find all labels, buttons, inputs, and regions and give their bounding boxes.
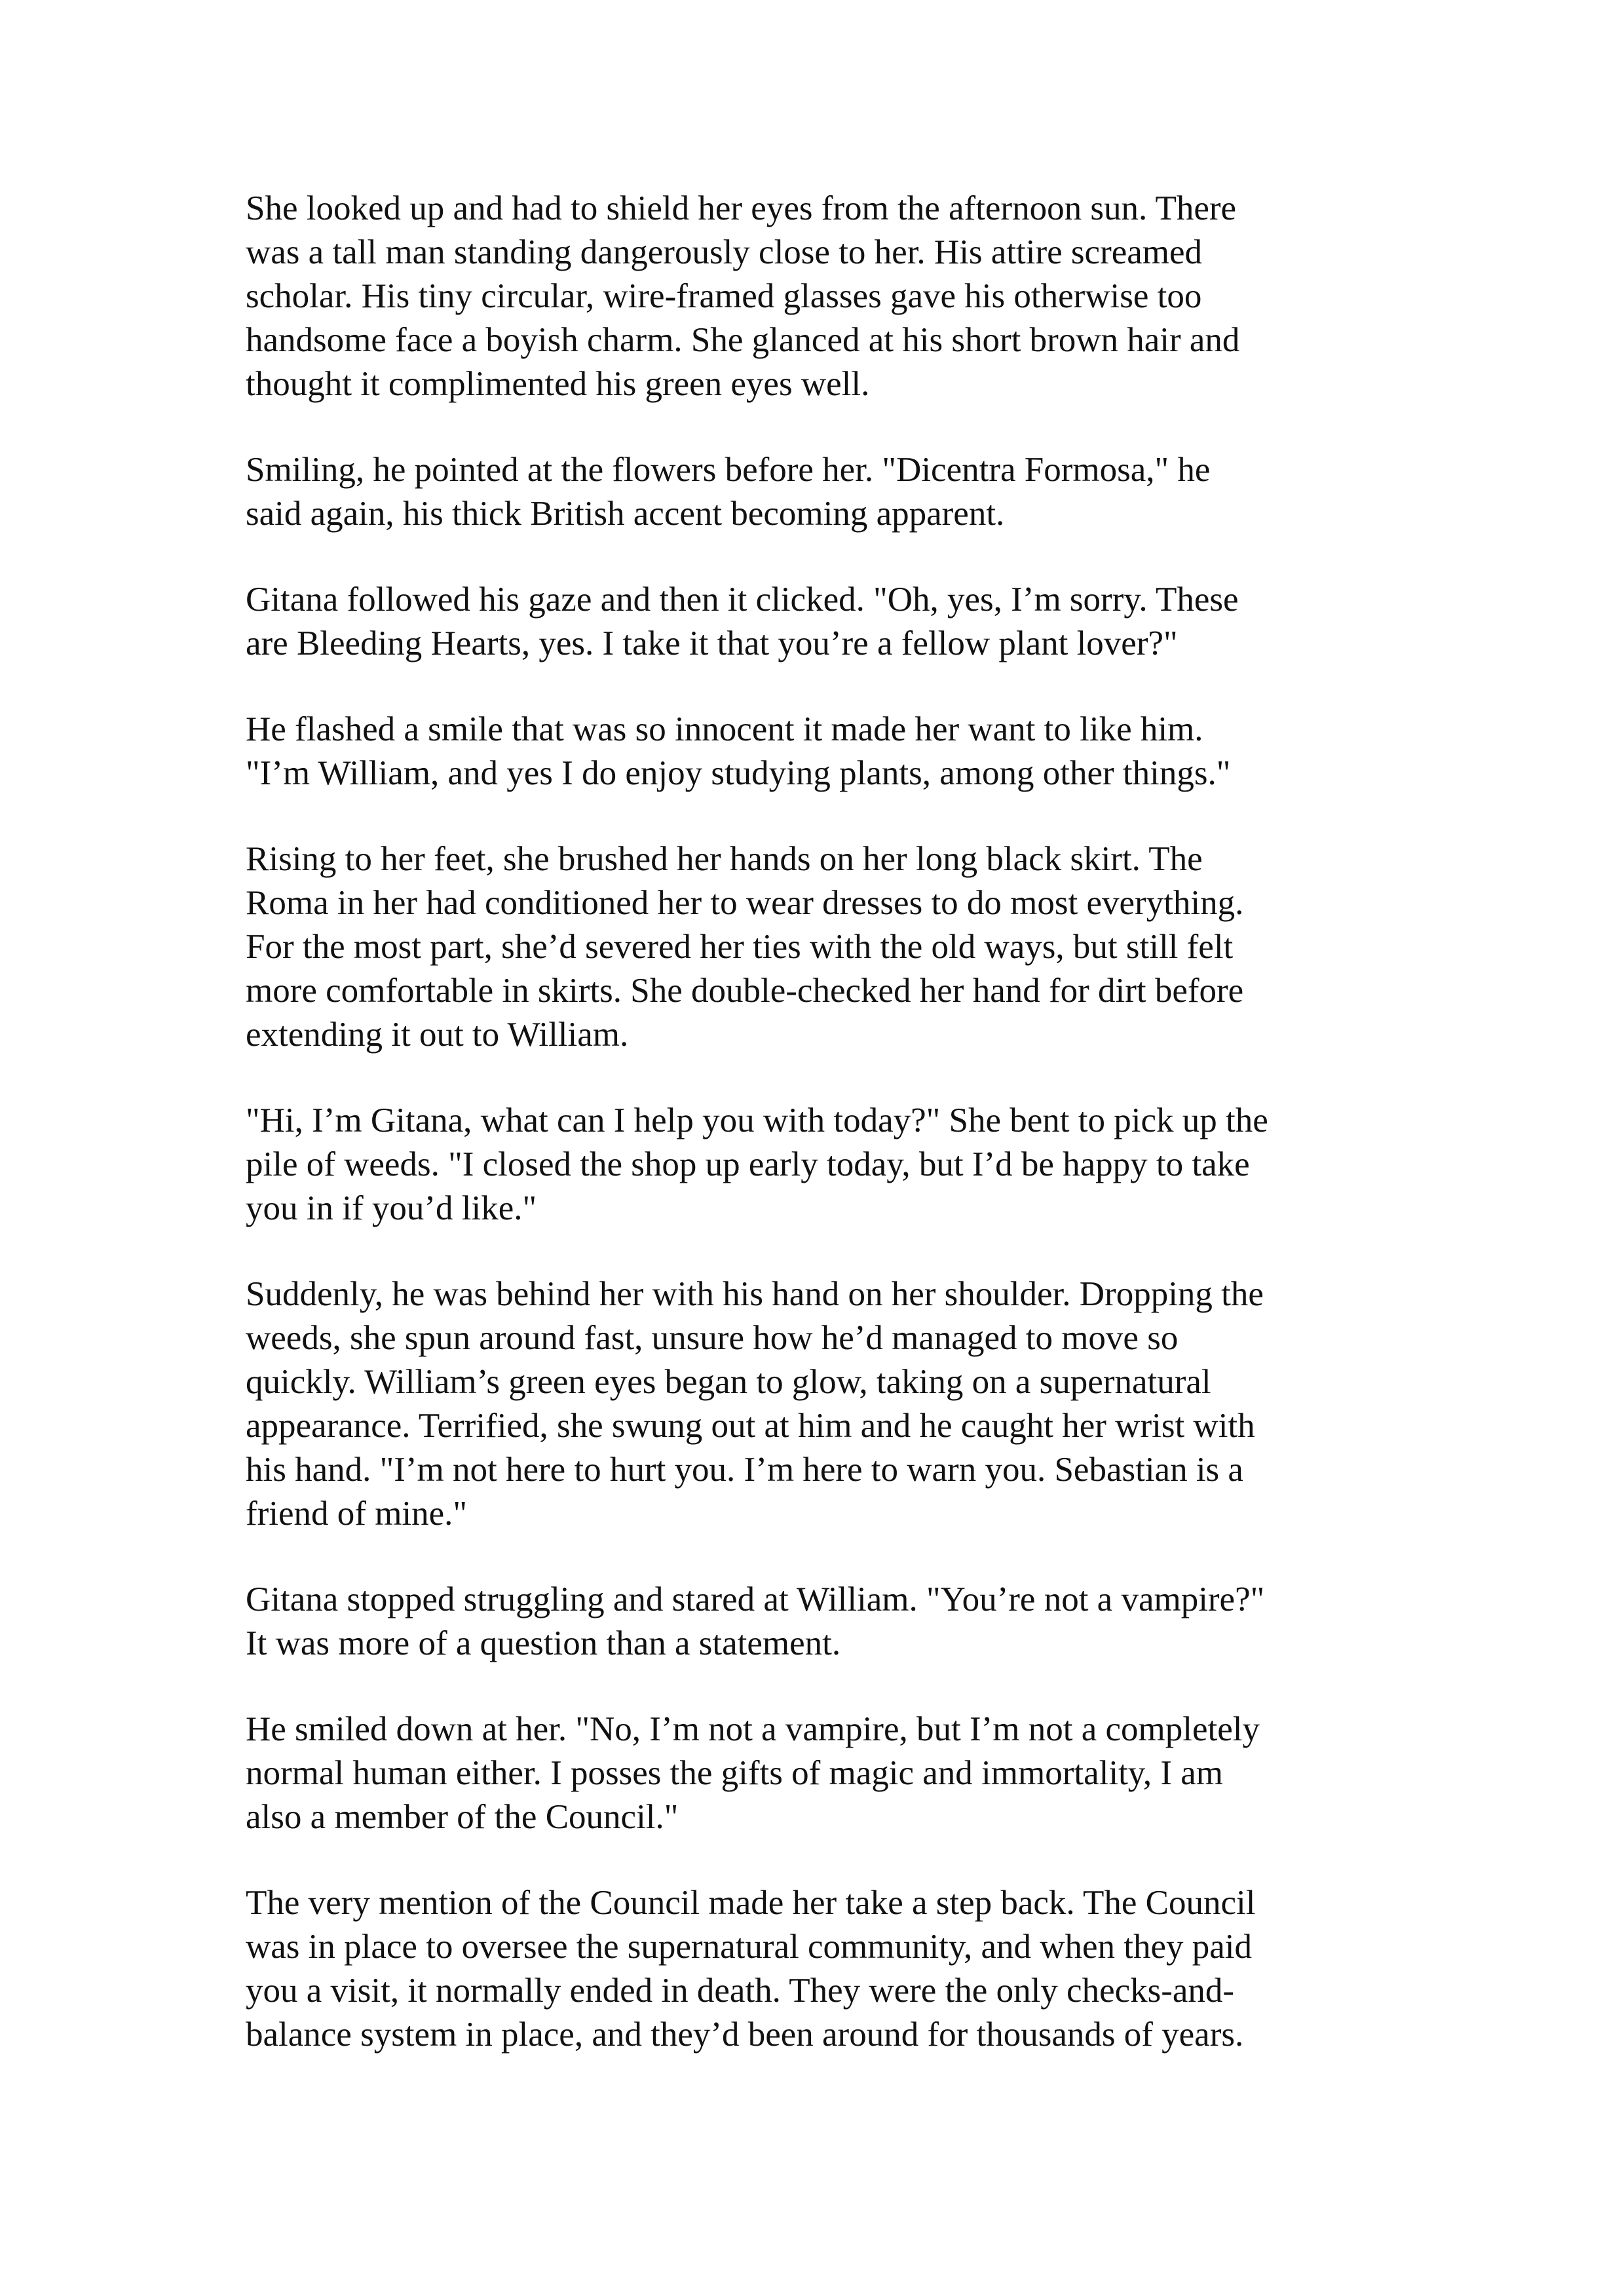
text-line: his hand. "I’m not here to hurt you. I’m here to warn you. Sebastian is a (246, 1451, 1243, 1489)
text-line: said again, his thick British accent becoming apparent. (246, 495, 1005, 533)
text-line: was in place to oversee the supernatural community, and when they paid (246, 1928, 1253, 1966)
text-line: For the most part, she’d severed her ties with the old ways, but still felt (246, 928, 1234, 966)
body-text (246, 187, 1386, 2099)
text-line: handsome face a boyish charm. She glanced at his short brown hair and (246, 321, 1240, 359)
text-line: Roma in her had conditioned her to wear dresses to do most everything. (246, 884, 1244, 922)
text-line: "Hi, I’m Gitana, what can I help you with today?" She bent to pick up the (246, 1101, 1268, 1139)
text-line: She looked up and had to shield her eyes from the afternoon sun. There (246, 189, 1237, 227)
text-line: Gitana stopped struggling and stared at William. "You’re not a vampire?" (246, 1580, 1265, 1618)
text-line: also a member of the Council." (246, 1798, 679, 1836)
text-line: Smiling, he pointed at the flowers before her. "Dicentra Formosa," he (246, 451, 1211, 489)
text-line: was a tall man standing dangerously close to her. His attire screamed (246, 233, 1203, 271)
paragraph (246, 1708, 1386, 1839)
text-line: "I’m William, and yes I do enjoy studying plants, among other things." (246, 754, 1231, 792)
text-line: are Bleeding Hearts, yes. I take it that you’re a fellow plant lover?" (246, 624, 1178, 662)
paragraph (246, 578, 1386, 666)
paragraph (246, 708, 1386, 795)
text-line: He flashed a smile that was so innocent it made her want to like him. (246, 710, 1203, 748)
text-line: thought it complimented his green eyes well. (246, 365, 870, 403)
text-line: you a visit, it normally ended in death. They were the only checks-and- (246, 1972, 1235, 2010)
paragraph (246, 1272, 1386, 1536)
paragraph (246, 1099, 1386, 1231)
text-line: extending it out to William. (246, 1016, 629, 1054)
text-line: you in if you’d like." (246, 1189, 537, 1227)
paragraph (246, 837, 1386, 1057)
text-line: The very mention of the Council made her take a step back. The Council (246, 1884, 1256, 1922)
text-line: Gitana followed his gaze and then it clicked. "Oh, yes, I’m sorry. These (246, 581, 1239, 619)
text-line: quickly. William’s green eyes began to glow, taking on a supernatural (246, 1363, 1211, 1401)
text-line: weeds, she spun around fast, unsure how he’d managed to move so (246, 1319, 1179, 1357)
paragraph (246, 1578, 1386, 1666)
paragraph (246, 448, 1386, 536)
text-line: Rising to her feet, she brushed her hands on her long black skirt. The (246, 840, 1203, 878)
text-line: balance system in place, and they’d been around for thousands of years. (246, 2016, 1244, 2054)
text-line: appearance. Terrified, she swung out at him and he caught her wrist with (246, 1407, 1255, 1445)
text-line: pile of weeds. "I closed the shop up early today, but I’d be happy to take (246, 1145, 1250, 1183)
text-line: friend of mine." (246, 1495, 468, 1533)
paragraph (246, 187, 1386, 406)
text-line: He smiled down at her. "No, I’m not a vampire, but I’m not a completely (246, 1710, 1260, 1748)
text-line: Suddenly, he was behind her with his hand on her shoulder. Dropping the (246, 1275, 1264, 1313)
text-line: It was more of a question than a statement. (246, 1624, 841, 1662)
text-line: scholar. His tiny circular, wire-framed glasses gave his otherwise too (246, 277, 1202, 315)
text-line: normal human either. I posses the gifts of magic and immortality, I am (246, 1754, 1223, 1792)
text-line: more comfortable in skirts. She double-checked her hand for dirt before (246, 972, 1244, 1010)
paragraph (246, 1881, 1386, 2057)
